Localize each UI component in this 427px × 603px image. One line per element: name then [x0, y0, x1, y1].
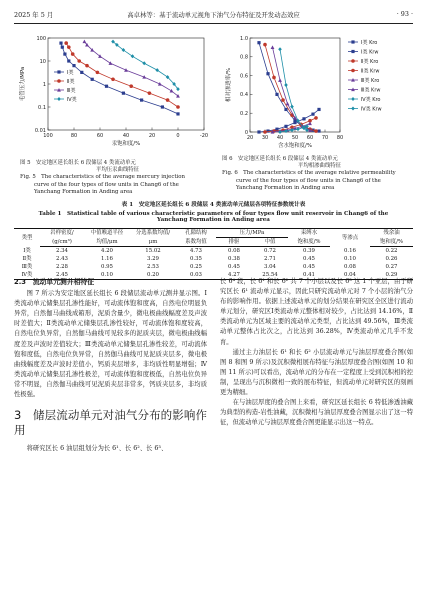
fig5-data-point: [59, 42, 62, 45]
fig6-x-tick-label: 50: [291, 135, 299, 141]
th-sorting: 分选系数均值/: [130, 229, 176, 238]
table-row: [14, 263, 413, 271]
table-cell: Ⅲ类: [21, 264, 33, 270]
table-cell: 0.04: [330, 271, 370, 280]
fig5-data-point: [72, 64, 75, 67]
fig6-data-point: [271, 45, 275, 49]
right-para-2: 通过主力油层长 6¹ 和长 6² 小层流动单元与油层厚度叠合图(如图 8 和图 9 所示)及沉积微相展布特征与油层厚度叠合图(如图 10 和图 11 所示)可以看出，流动单元的分布在一定程度上受到沉积相的控制，呈现出与沉积微相一致的展布特征，但流动单元对研究区的刻画更为精细。: [220, 348, 413, 397]
left-para-1: 图 7 所示为安定地区延长组长 6 段储层流动单元测井显示图。Ⅰ类流动单元储集层孔渗性能好，可动流体饱和度高，自然电位明显负异常，自然伽马曲线成箱形，泥质含量少，微电极曲线幅度差及声波时差值大；Ⅱ类流动单元储集层孔渗性较好，可动流体饱和度较高，自然电位负异常，自然伽马曲线可见较多的泥质夹层，微电极曲线幅度差及声波时差值较大；Ⅲ类流动单元储集层孔渗性较差，可动流体饱和度低，自然电位负异常，自然伽马曲线可见泥质夹层多，微电极曲线幅度差及声波时差值小，钙质夹层增多，非均质性明显增强；Ⅳ类流动单元储集层孔渗性极差，可动流体饱和度极低，自然电位负异常不明显，自然伽马曲线可见泥质夹层非常多，钙质夹层多，非均质性极强。: [14, 290, 207, 399]
fig5-legend-label: Ⅰ类: [67, 69, 74, 76]
fig5-data-point: [129, 84, 133, 88]
fig5-data-point: [83, 40, 87, 44]
fig6-data-point: [284, 125, 287, 128]
left-column: [14, 277, 207, 454]
th-isoperm: 等渗点: [330, 229, 370, 247]
table-cell: 2.43: [55, 256, 68, 262]
fig5-data-point: [85, 64, 89, 68]
table-cell: 0.95: [100, 264, 113, 270]
table-cell: 0.35: [189, 256, 202, 262]
fig6-data-point: [286, 102, 290, 106]
fig6-y-tick-label: 0.8: [240, 54, 248, 61]
fig6-data-point: [284, 108, 287, 111]
fig6-data-point: [257, 41, 260, 44]
fig5-data-point: [155, 68, 159, 72]
table-cell: 0.26: [385, 256, 398, 262]
header-title: 高卓林等：基于流动单元视角下油气分布特征及开发动态效应: [127, 11, 300, 19]
table-row: [14, 255, 413, 263]
fig5-x-tick-label: 20: [148, 133, 156, 139]
th-bound-water-unit: 饱和度/%: [288, 238, 330, 247]
fig5-data-point: [131, 54, 135, 58]
header-rule: [14, 23, 413, 24]
th-density: 岩样密度/: [40, 229, 84, 238]
fig6-data-point: [311, 113, 314, 116]
fig5-data-point: [77, 59, 81, 63]
th-density-unit: (g/cm³): [40, 238, 84, 247]
table-cell: 15.02: [145, 248, 161, 254]
fig6-caption-cn-1: 图 6 安定地区延长组长 6 段储层 4 类流动单元: [222, 156, 338, 162]
table-cell: 2.45: [40, 271, 84, 280]
fig6-series-line: [265, 45, 316, 131]
fig6-legend-marker: [351, 97, 355, 101]
fig6-data-point: [317, 108, 320, 111]
table-cell: 0.22: [385, 248, 398, 254]
fig6-legend-marker: [351, 50, 354, 53]
fig5-x-tick-label: 100: [43, 133, 53, 139]
fig5-x-tick-label: 80: [70, 133, 78, 139]
fig6-legend-label: Ⅱ类 Kro: [361, 58, 379, 65]
table-cell: 0.20: [130, 271, 176, 280]
th-pore-structure: 孔隙结构: [176, 229, 216, 238]
fig6-x-tick-label: 80: [336, 135, 344, 141]
fig5-x-tick-label: 0: [176, 133, 180, 139]
table-cell: 0.45: [302, 264, 315, 270]
page-number: · 93 ·: [396, 10, 413, 18]
table-title-en-2: Yanchang Formation in Anding area: [157, 217, 270, 223]
table-cell: 0.16: [343, 247, 356, 254]
section-2-3-heading: 2.3 流动单元测井相特征: [14, 278, 95, 286]
th-median-throat-unit: 均值/μm: [84, 238, 130, 247]
fig6-y-tick-label: 1.0: [240, 35, 248, 42]
fig6-y-tick-label: 0.6: [240, 73, 248, 80]
fig5-caption-en-2: curve of the four types of flow units in Chang6 of the: [34, 181, 179, 188]
fig6-data-point: [290, 105, 294, 109]
fig5-data-point: [122, 92, 125, 95]
fig5-data-point: [140, 98, 143, 101]
table-cell: 1.16: [100, 256, 113, 262]
fig5-y-tick-label: 100: [36, 35, 46, 42]
fig5-data-point: [61, 46, 64, 49]
fig6-y-axis-label: 相对渗透率/%: [226, 68, 232, 102]
fig6-data-point: [263, 43, 267, 47]
table-cell: 0.08: [227, 248, 240, 254]
fig6-data-point: [266, 72, 269, 75]
fig6-data-point: [317, 129, 320, 132]
fig5-data-point: [67, 59, 70, 62]
fig6-legend-label: Ⅳ类 Kro: [361, 96, 381, 103]
table-body: [14, 247, 413, 280]
fig5-y-tick-label: 0.01: [34, 127, 46, 134]
fig5-x-tick-label: -20: [199, 133, 209, 139]
table-cell: 4.20: [100, 248, 113, 254]
th-type: 类型: [14, 229, 40, 247]
fig6-data-point: [278, 78, 282, 82]
fig6-data-point: [257, 130, 260, 133]
fig6-data-point: [263, 130, 267, 134]
running-header: [14, 10, 413, 22]
fig5-x-axis-label: 汞饱和度/%: [111, 141, 141, 147]
table-cell: 0.08: [343, 264, 356, 270]
section-3-heading: 3 储层流动单元对油气分布的影响作用: [14, 408, 207, 438]
table-cell: Ⅱ类: [22, 256, 32, 262]
fig6-data-point: [275, 93, 278, 96]
fig5-x-tick-label: 60: [96, 133, 104, 139]
th-median-throat: 中值喉道半径: [84, 229, 130, 238]
fig6-caption-en-1: Fig. 6 The characteristics of the average relative permeability: [222, 170, 396, 177]
table-cell: 2.28: [55, 264, 68, 270]
header-date: 2025 年 5 月: [14, 11, 54, 19]
table-cell: 0.03: [176, 271, 216, 280]
right-para-3: 在与油层厚度的叠合图上来看，研究区延长组长 6 特低渗透油藏为典型的构造-岩性油藏，沉积微相与油层厚度叠合图显示出了这一特征，但流动单元与油层厚度叠合图更能显示出这一特点。: [220, 399, 413, 427]
fig5-caption-en-3: Yanchang Formation in Anding area: [34, 188, 133, 195]
table-cell: 0.39: [302, 248, 315, 254]
fig6-legend-label: Ⅲ类 Kro: [361, 77, 380, 84]
table-title-cn: 表 1 安定地区延长组长 6 段储层 4 类流动单元储层各项特征参数统计表: [121, 202, 306, 208]
fig5-legend-marker: [57, 79, 61, 83]
fig5-data-point: [109, 61, 113, 65]
fig5-data-point: [161, 105, 164, 108]
fig6-data-point: [314, 129, 318, 133]
fig5-data-point: [176, 105, 180, 109]
fig6-legend-label: Ⅰ类 Krw: [361, 49, 379, 56]
fig6-data-point: [308, 122, 312, 126]
fig5-data-point: [148, 91, 152, 95]
table-title-en-1: Table 1 Statistical table of various characteristic parameters of four types flow unit reservoir in Chang6 of the: [38, 211, 389, 217]
fig5-legend-label: Ⅱ类: [67, 78, 75, 85]
table-cell: 0.10: [343, 256, 356, 262]
th-residual-oil: 残余油: [370, 229, 413, 238]
fig5-x-tick-label: 40: [122, 133, 130, 139]
table-cell: 2.53: [146, 264, 159, 270]
fig5-data-point: [67, 45, 71, 49]
th-pore-structure-unit: 系数均值: [176, 238, 216, 247]
fig6-data-point: [278, 47, 282, 51]
table-cell: 25.54: [252, 271, 288, 280]
table-cell: 0.45: [302, 256, 315, 262]
fig5-data-point: [71, 52, 75, 56]
fig5-data-point: [64, 41, 68, 45]
table-row: [14, 247, 413, 256]
fig5-series-line: [66, 43, 178, 107]
fig5-data-point: [170, 89, 174, 93]
table-cell: 3.29: [146, 256, 159, 262]
table-cell: 2.71: [263, 256, 276, 262]
table-cell: 4.73: [189, 248, 202, 254]
fig6-legend-label: Ⅰ类 Kro: [361, 39, 378, 46]
fig5-legend-label: Ⅲ类: [67, 87, 76, 94]
fig6-data-point: [281, 98, 285, 102]
fig6-data-point: [302, 117, 305, 120]
parameter-table: [14, 228, 413, 280]
table-cell: 0.41: [288, 271, 330, 280]
fig5-series-line: [113, 42, 178, 90]
fig6-legend-label: Ⅱ类 Krw: [361, 68, 380, 75]
fig6-y-tick-label: 0.2: [240, 111, 248, 117]
fig5-y-axis-label: 毛管压力/MPa: [20, 66, 26, 102]
fig6-data-point: [293, 121, 296, 124]
table-cell: 0.27: [385, 264, 398, 270]
fig5-legend-marker: [57, 97, 61, 101]
fig5-data-point: [166, 98, 170, 102]
fig6-caption: [222, 156, 417, 192]
table-cell: 0.72: [263, 248, 276, 254]
fig6-x-tick-label: 40: [276, 135, 284, 141]
fig6-x-tick-label: 70: [321, 135, 329, 141]
right-column: [220, 277, 413, 428]
fig6-caption-en-3: Yanchang Formation in Anding area: [236, 184, 335, 191]
fig6-x-axis-label: 含水饱和度/%: [278, 143, 312, 149]
fig6-legend-marker: [351, 107, 355, 111]
th-residual-oil-unit: 饱和度/%: [370, 238, 413, 247]
fig5-y-tick-label: 0.1: [38, 104, 46, 111]
table-cell: 3.04: [263, 264, 276, 270]
fig5-legend-label: Ⅳ类: [67, 96, 77, 103]
th-bound-water: 束缚水: [288, 229, 330, 238]
left-para-2: 将研究区长 6 油层组划分为长 6¹、长 6²、长 6³、: [26, 445, 168, 453]
fig6-legend-marker: [351, 40, 354, 43]
fig5-data-point: [176, 112, 179, 115]
fig5-data-point: [142, 61, 146, 65]
th-pressure: 压力/MPa: [216, 229, 288, 238]
fig5-data-point: [111, 78, 115, 82]
fig5-y-tick-label: 1: [42, 81, 46, 88]
table-cell: 4.27: [216, 271, 252, 280]
fig5-caption-cn-1: 图 5 安定地区延长组长 6 段储层 4 类流动单元: [20, 160, 136, 166]
fig6-caption-en-2: curve of the four types of flow units in Chang6 of the: [236, 177, 381, 184]
fig5-legend-marker: [57, 70, 60, 73]
fig5-y-tick-label: 10: [39, 58, 46, 65]
fig5-caption-cn-2: 平均压汞曲线特征: [95, 167, 140, 174]
fig5-data-point: [91, 78, 94, 81]
table-cell: 0.45: [227, 264, 240, 270]
fig6-legend-label: Ⅳ类 Krw: [361, 106, 382, 113]
table-cell: 0.10: [84, 271, 130, 280]
fig6-legend-label: Ⅲ类 Krw: [361, 87, 381, 94]
fig6-legend-marker: [351, 59, 355, 63]
fig6-x-tick-label: 20: [246, 135, 254, 141]
fig5-data-point: [96, 71, 100, 75]
fig6-legend-marker: [351, 69, 355, 73]
fig6-data-point: [272, 76, 276, 80]
fig5-data-point: [80, 71, 83, 74]
fig6-caption-cn-2: 平均相渗曲线特征: [297, 163, 342, 170]
th-sorting-unit: μm: [130, 238, 176, 247]
table-cell: Ⅰ类: [23, 247, 31, 254]
table-cell: Ⅳ类: [14, 271, 40, 280]
fig6-y-tick-label: 0.4: [240, 92, 248, 99]
fig5-data-point: [105, 85, 108, 88]
table-cell: 2.34: [55, 248, 68, 254]
th-displacement: 排驱: [216, 238, 252, 247]
fig6-data-point: [284, 83, 288, 87]
fig6-relative-permeability-chart: [220, 30, 415, 155]
fig6-x-tick-label: 60: [306, 135, 314, 141]
fig5-caption-en-1: Fig. 5 The characteristics of the average mercury injection: [20, 174, 185, 181]
right-para-1: 长 6⁴ 段，长 6¹ 和长 6² 共 7 个小层以及长 6³ 这 1 个亚层，由于研究区长 6¹ 流动单元显示，因此只研究流动单元对 7 个小层的油气分布的影响作用。依据上述流动单元的划分结果在研究区全区进行流动单元划分，研究区Ⅰ类流动单元整体相对较少，占比达到 14.16%，Ⅱ类流动单元为区域主要的流动单元类型，占比达到 49.56%，Ⅲ类流动单元整体占比次之，占比达到 36.28%，Ⅳ类流动单元几乎不发育。: [220, 278, 413, 346]
fig6-data-point: [314, 116, 318, 120]
table-cell: 0.25: [189, 264, 202, 270]
fig5-caption: [20, 160, 215, 196]
fig6-y-tick-label: 0: [244, 129, 248, 136]
fig5-data-point: [63, 52, 66, 55]
table-cell: 0.29: [370, 271, 413, 280]
fig5-capillary-pressure-chart: [14, 30, 214, 155]
fig6-x-tick-label: 30: [261, 135, 269, 141]
fig5-series-line: [61, 43, 178, 114]
table-cell: 0.38: [227, 256, 240, 262]
th-median: 中值: [252, 238, 288, 247]
